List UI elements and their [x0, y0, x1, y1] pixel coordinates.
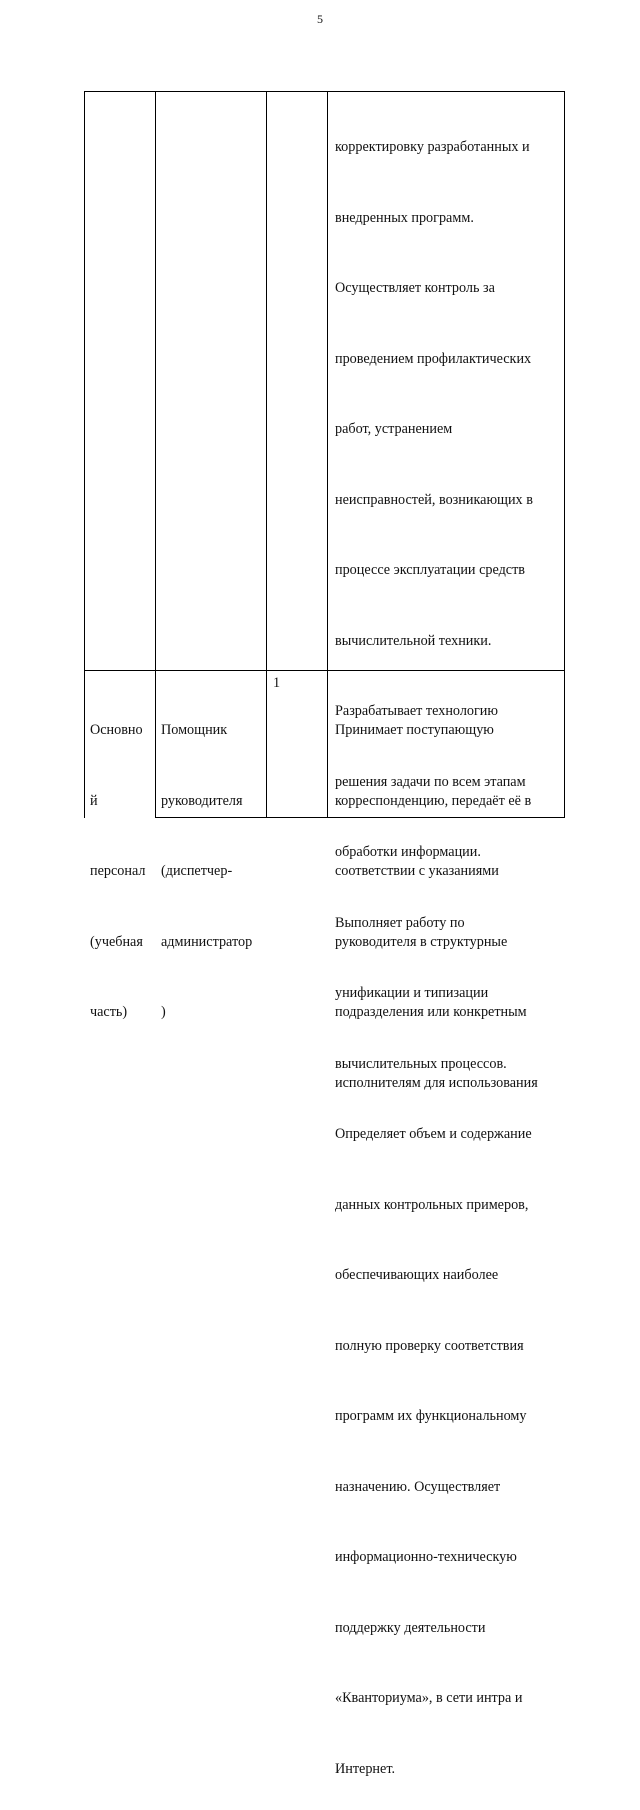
cell-line: корреспонденцию, передаёт её в: [335, 792, 532, 809]
cell-line: программ их функциональному: [335, 1408, 527, 1424]
cell-line: персонал: [90, 863, 146, 879]
cell-line: проведением профилактических: [335, 350, 532, 367]
cell-line: решения задачи по всем этапам: [335, 773, 526, 790]
cell-line: Определяет объем и содержание: [335, 1126, 532, 1142]
cell-line: й: [90, 792, 98, 809]
cell-line: неисправностей, возникающих в: [335, 491, 533, 508]
cell-line: внедренных программ.: [335, 209, 474, 226]
cell-line: Осуществляет контроль за: [335, 280, 495, 296]
cell-line: работ, устранением: [335, 421, 453, 437]
cell-line: администратор: [161, 933, 253, 950]
cell-line: часть): [90, 1004, 128, 1020]
cell-line: назначению. Осуществляет: [335, 1478, 501, 1495]
cell-line: полную проверку соответствия: [335, 1337, 524, 1354]
cell-line: «Кванториума», в сети интра и: [335, 1690, 523, 1706]
count-cell: 1: [273, 675, 281, 691]
col-border-3: [327, 91, 328, 818]
cell-line: обеспечивающих наиболее: [335, 1267, 499, 1283]
cell-line: Принимает поступающую: [335, 722, 494, 738]
col-border-1: [155, 91, 156, 818]
cell-line: ): [161, 1004, 166, 1020]
cell-line: (диспетчер-: [161, 863, 233, 879]
cell-line: соответствии с указаниями: [335, 863, 499, 879]
cell-line: корректировку разработанных и: [335, 139, 530, 155]
page-number: 5: [317, 12, 323, 26]
col-border-right: [564, 91, 565, 818]
cell-line: Помощник: [161, 722, 228, 738]
cell-line: (учебная: [90, 933, 143, 950]
duties-cell: [335, 672, 538, 1142]
cell-line: подразделения или конкретным: [335, 1004, 527, 1020]
cell-line: информационно-техническую: [335, 1549, 517, 1565]
cell-line: исполнителям для использования: [335, 1074, 538, 1091]
position-cell: [161, 672, 252, 1072]
cell-line: руководителя в структурные: [335, 933, 508, 950]
cell-line: руководителя: [161, 792, 243, 809]
cell-line: Разрабатывает технологию: [335, 703, 499, 719]
cell-line: поддержку деятельности: [335, 1619, 486, 1636]
cell-line: вычислительной техники.: [335, 632, 492, 649]
cell-line: Выполняет работу по: [335, 914, 465, 931]
cell-line: обработки информации.: [335, 844, 481, 860]
cell-line: Основно: [90, 722, 143, 738]
category-cell: [90, 672, 145, 1072]
col-border-left: [84, 91, 85, 818]
cell-line: данных контрольных примеров,: [335, 1196, 529, 1213]
col-border-2: [266, 91, 267, 818]
cell-line: вычислительных процессов.: [335, 1055, 507, 1072]
cell-line: Интернет.: [335, 1760, 395, 1777]
cell-line: процессе эксплуатации средств: [335, 562, 525, 578]
cell-line: унификации и типизации: [335, 985, 489, 1001]
